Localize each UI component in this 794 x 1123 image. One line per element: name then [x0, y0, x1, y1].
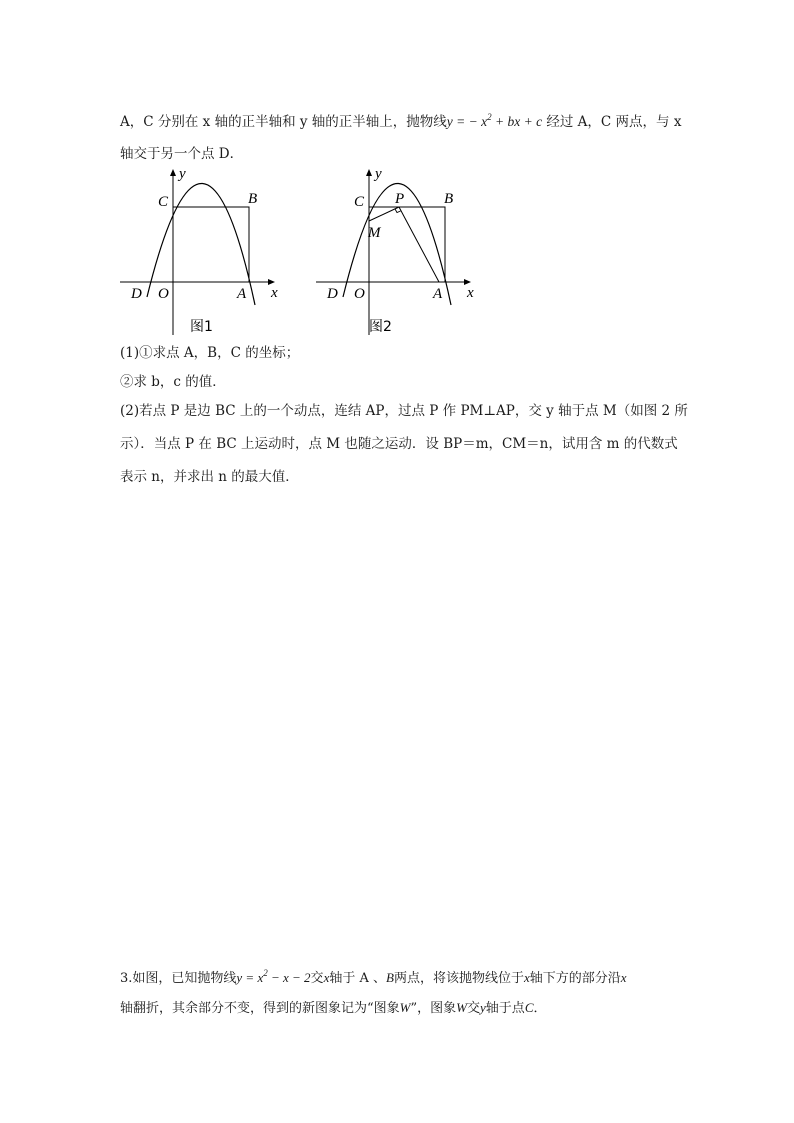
fig2-label-M: M — [368, 225, 381, 241]
problem2-part2-line2: 示）．当点 P 在 BC 上运动时，点 M 也随之运动．设 BP＝m，CM＝n，试用含 m 的代数式 — [120, 436, 678, 452]
fig2-label-P: P — [395, 191, 405, 207]
intro-text-a: A，C 分别在 x 轴的正半轴和 y 轴的正半轴上，抛物线 — [120, 114, 447, 130]
fig2-label-x: x — [467, 285, 474, 301]
fig1-label-D: D — [131, 286, 142, 302]
fig1-label-O: O — [158, 286, 169, 302]
problem2-part2-line1: (2)若点 P 是边 BC 上的一个动点，连结 AP，过点 P 作 PM⊥AP，交 y 轴于点 M（如图 2 所 — [120, 403, 688, 419]
fig2-label-D: D — [327, 286, 338, 302]
fig2-y-arrow — [366, 169, 372, 176]
fig1-label-C: C — [158, 194, 169, 210]
fig2-segment-PA — [399, 207, 439, 282]
problem3-formula: $y = x^2 - x - 2$ — [236, 968, 311, 985]
fig2-label-B: B — [444, 191, 454, 207]
problem2-part2-line3: 表示 n，并求出 n 的最大值． — [120, 469, 299, 485]
problem3-line2: 轴翻折，其余部分不变，得到的新图象记为“图象W”，图象W交y轴于点C． — [120, 1000, 547, 1016]
fig2-label-O: O — [354, 286, 365, 302]
fig2-label-A: A — [433, 286, 443, 302]
fig1-label-B: B — [248, 191, 258, 207]
fig1-rectangle — [173, 207, 249, 282]
fig2-label-y: y — [375, 166, 382, 182]
fig2-segment-PM — [369, 207, 399, 221]
fig1-caption: 图1 — [190, 319, 213, 335]
problem3-line1: 3.如图，已知抛物线$y = x^2 - x - 2$交x轴于 A 、B两点，将该抛物线位于x轴下方的部分沿x — [120, 968, 627, 986]
problem2-part1-b: ②求 b，c 的值． — [120, 374, 226, 390]
parabola-formula: y = − $x^2$ + bx + c — [446, 112, 543, 129]
fig2-right-angle-mark — [395, 209, 401, 213]
fig2-rectangle — [369, 207, 445, 282]
problem2-intro-line2: 轴交于另一个点 D． — [120, 146, 244, 162]
fig2-caption: 图2 — [369, 319, 392, 335]
figure-1 — [115, 165, 295, 340]
fig1-y-arrow — [170, 169, 176, 176]
fig1-label-y: y — [179, 166, 186, 182]
figure-2 — [311, 165, 491, 340]
problem2-part1-a: (1)①求点 A，B，C 的坐标； — [120, 345, 300, 361]
fig1-label-A: A — [237, 286, 247, 302]
problem2-intro-line1 — [120, 107, 681, 132]
fig1-label-x: x — [271, 285, 278, 301]
fig2-label-C: C — [354, 194, 365, 210]
intro-text-b: 经过 A，C 两点，与 x — [542, 114, 682, 130]
